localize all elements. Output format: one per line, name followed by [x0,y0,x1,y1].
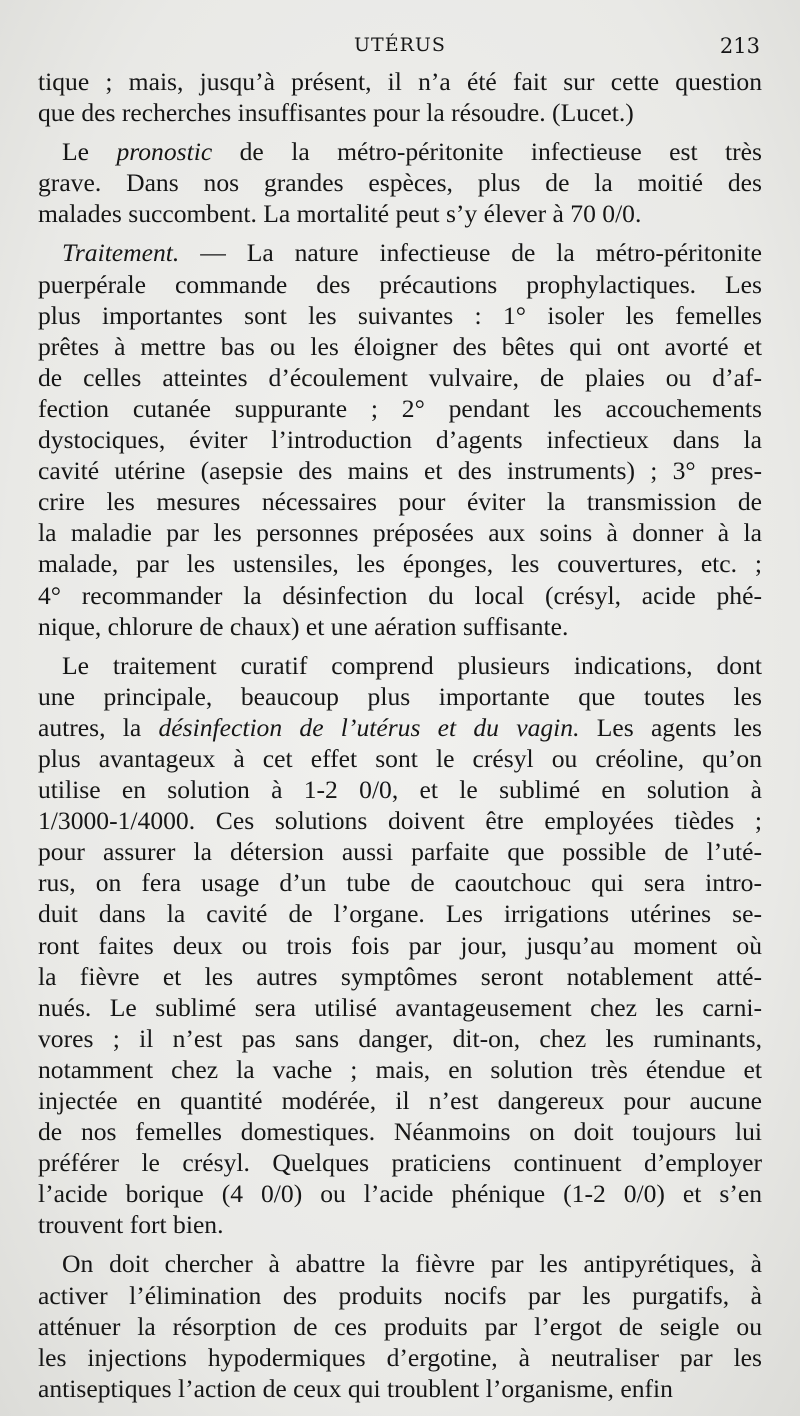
text-line: une principale, beaucoup plus importante que toutes les [38,681,762,711]
text-line: tique ; mais, jusqu’à présent, il n’a été fait sur cette question [38,67,762,96]
text-line: trouvent fort bien. [38,1210,224,1240]
text-line: malades succombent. La mortalité peut s’y élever à 70 0/0. [38,199,642,229]
text-line: de nos femelles domestiques. Néanmoins on doit toujours lui [38,1117,762,1147]
text-line: cavité utérine (asepsie des mains et des instruments) ; 3° pres- [38,456,762,486]
text-line: 1/3000-1/4000. Ces solutions doivent être employées tièdes ; [38,806,762,836]
text-line: nique, chlorure de chaux) et une aération suffisante. [38,611,569,641]
text-line: fection cutanée suppurante ; 2° pendant les accouchements [38,393,762,423]
text-line: les injections hypodermiques d’ergotine, à neutraliser par les [38,1342,762,1372]
text-line: que des recherches insuffisantes pour la résoudre. (Lucet.) [38,98,634,128]
text-line: la maladie par les personnes préposées aux soins à donner à la [38,518,762,548]
text-line: 4° recommander la désinfection du local (crésyl, acide phé- [38,580,762,610]
paragraph [38,136,762,229]
text-line: puerpérale commande des précautions prophylactiques. Les [38,269,762,299]
text-line: rus, on fera usage d’un tube de caoutchouc qui sera intro- [38,868,762,898]
text-line: l’acide borique (4 0/0) ou l’acide phénique (1-2 0/0) et s’en [38,1179,762,1209]
text-line: prêtes à mettre bas ou les éloigner des bêtes qui ont avorté et [38,331,762,361]
text-line: On doit chercher à abattre la fièvre par les antipyrétiques, à [62,1249,762,1279]
text-line: préférer le crésyl. Quelques praticiens continuent d’employer [38,1148,762,1178]
text-line: Le traitement curatif comprend plusieurs indications, dont [62,650,762,680]
text-line: injectée en quantité modérée, il n’est dangereux pour aucune [38,1086,762,1115]
text-line: vores ; il n’est pas sans danger, dit-on, chez les ruminants, [38,1023,762,1053]
body-text [38,66,762,1404]
running-title: UTÉRUS [354,34,446,56]
text-line: crire les mesures nécessaires pour éviter la transmission de [38,487,762,517]
text-line: antiseptiques l’action de ceux qui troublent l’organisme, enfin [38,1373,673,1403]
text-line: nués. Le sublimé sera utilisé avantageusement chez les carni- [38,992,762,1022]
text-line: dystociques, éviter l’introduction d’agents infectieux dans la [38,425,762,455]
running-head [0,32,800,60]
text-line: atténuer la résorption de ces produits par l’ergot de seigle ou [38,1311,762,1341]
paragraph [38,1248,762,1403]
paragraph [38,237,762,641]
page-number: 213 [719,34,760,58]
text-line: de celles atteintes d’écoulement vulvaire, de plaies ou d’af- [38,362,762,392]
text-line: notamment chez la vache ; mais, en solution très étendue et [38,1054,762,1084]
text-line: grave. Dans nos grandes espèces, plus de la moitié des [38,168,762,198]
text-line: la fièvre et les autres symptômes seront notablement atté- [38,961,762,991]
text-line: plus importantes sont les suivantes : 1° isoler les femelles [38,300,762,330]
text-line: ront faites deux ou trois fois par jour, jusqu’au moment où [38,930,762,960]
text-line: malade, par les ustensiles, les éponges, les couvertures, etc. ; [38,549,762,579]
text-line: duit dans la cavité de l’organe. Les irrigations utérines se- [38,899,762,929]
text-line: utilise en solution à 1-2 0/0, et le sublimé en solution à [38,775,762,805]
text-line: Le pronostic de la métro-péritonite infectieuse est très [62,137,762,167]
text-line: autres, la désinfection de l’utérus et du vagin. Les agents les [38,712,763,742]
paragraph [38,650,762,1241]
text-line: activer l’élimination des produits nocifs par les purgatifs, à [38,1280,762,1310]
text-line: Traitement. — La nature infectieuse de la métro-péritonite [62,238,762,268]
text-line: pour assurer la détersion aussi parfaite que possible de l’uté- [38,837,762,867]
text-line: plus avantageux à cet effet sont le crésyl ou créoline, qu’on [38,743,762,773]
paragraph [38,66,762,128]
